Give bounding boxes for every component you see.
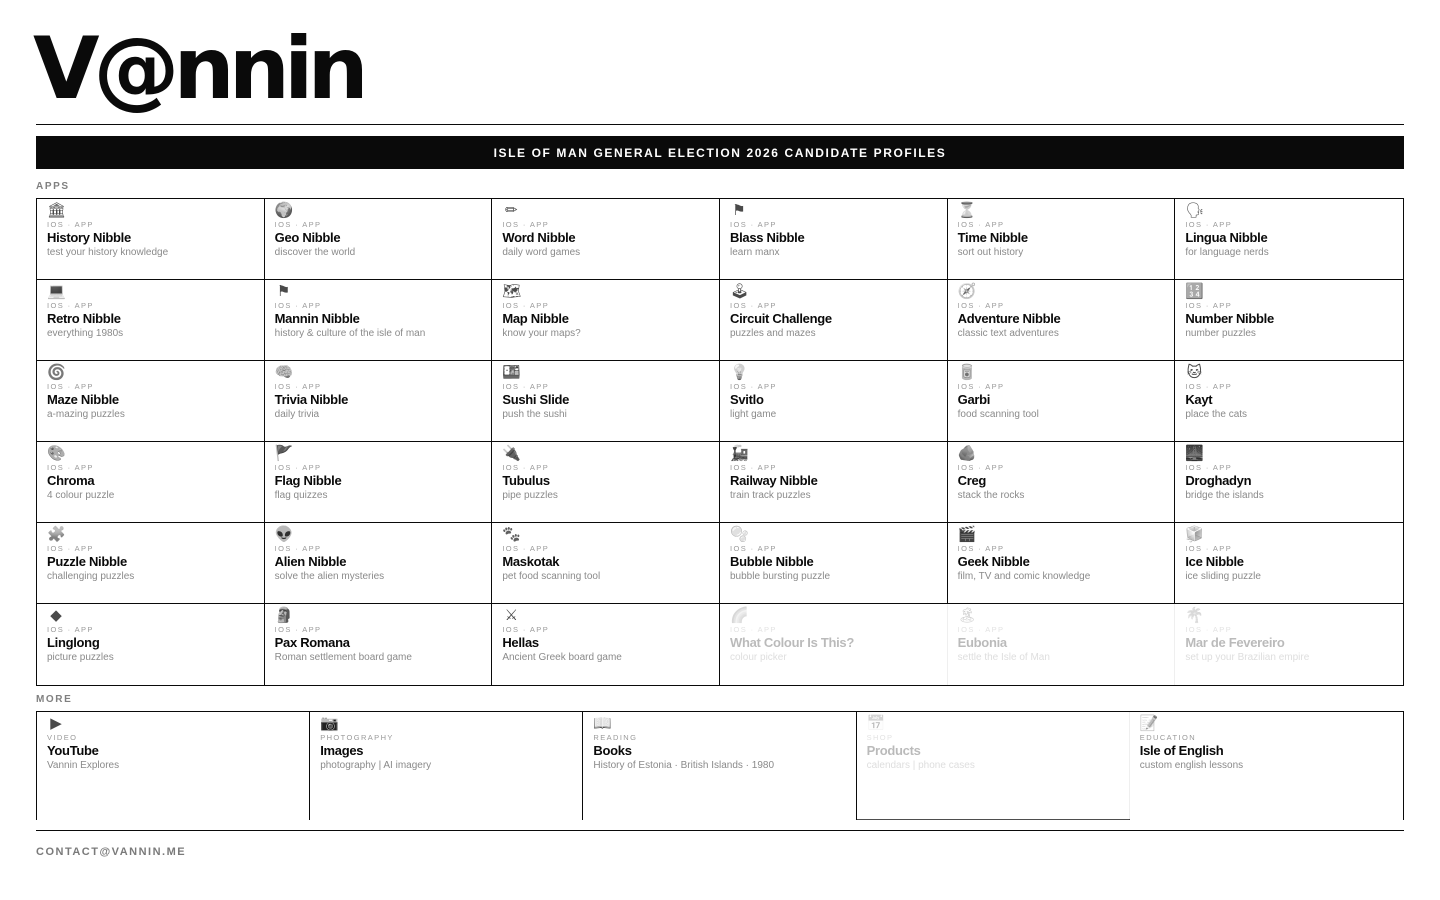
- tile-title: Maskotak: [502, 554, 560, 569]
- tile-kind-label: IOS · APP: [1185, 544, 1233, 553]
- laptop-icon: 💻: [47, 283, 66, 300]
- apps-section-label: APPS: [36, 181, 70, 192]
- more-tile-products[interactable]: [857, 712, 1130, 820]
- tile-description: learn manx: [730, 247, 780, 258]
- play-icon: ▶: [50, 715, 62, 732]
- tile-kind-label: IOS · APP: [47, 382, 94, 391]
- app-tile-maskotak[interactable]: [492, 523, 720, 604]
- plug-icon: 🔌: [502, 445, 522, 462]
- manx-flag-icon: ⚑: [276, 283, 291, 300]
- tile-description: puzzles and mazes: [730, 328, 816, 339]
- tile-description: bubble bursting puzzle: [730, 571, 831, 582]
- app-tile-sushi-slide[interactable]: [492, 361, 720, 442]
- app-tile-lingua-nibble[interactable]: [1175, 199, 1403, 280]
- tile-kind-label: IOS · APP: [502, 301, 550, 310]
- tile-title: Svitlo: [730, 392, 764, 407]
- tile-kind-label: IOS · APP: [502, 463, 550, 472]
- header-divider: [36, 124, 1404, 125]
- tile-description: Vannin Explores: [47, 760, 120, 771]
- tile-description: bridge the islands: [1185, 490, 1264, 501]
- lightbulb-icon: 💡: [730, 364, 749, 381]
- contact-email-link[interactable]: CONTACT@VANNIN.ME: [36, 846, 187, 858]
- tile-title: Eubonia: [957, 635, 1007, 650]
- tile-description: colour picker: [730, 652, 787, 663]
- app-tile-mar-de-fevereiro[interactable]: [1175, 604, 1403, 685]
- tile-description: film, TV and comic knowledge: [957, 571, 1091, 582]
- flag-icon: 🚩: [274, 445, 294, 462]
- app-tile-railway-nibble[interactable]: [720, 442, 948, 523]
- tile-title: Blass Nibble: [730, 230, 805, 245]
- alien-icon: 👽: [274, 526, 294, 543]
- more-tile-youtube[interactable]: [37, 712, 310, 820]
- app-tile-geo-nibble[interactable]: [265, 199, 493, 280]
- tile-title: Sushi Slide: [502, 392, 570, 407]
- site-logo[interactable]: V@nnin: [33, 19, 363, 119]
- tile-title: Mar de Fevereiro: [1185, 635, 1285, 650]
- app-tile-geek-nibble[interactable]: [948, 523, 1176, 604]
- hourglass-icon: ⏳: [957, 202, 977, 219]
- tile-description: Roman settlement board game: [274, 652, 412, 663]
- app-tile-eubonia[interactable]: [948, 604, 1176, 685]
- tile-description: light game: [730, 409, 777, 420]
- speaking-head-icon: 🗣: [1185, 202, 1205, 219]
- tile-title: What Colour Is This?: [730, 635, 854, 650]
- tile-title: Geek Nibble: [957, 554, 1030, 569]
- tile-description: custom english lessons: [1139, 760, 1244, 771]
- tile-kind-label: IOS · APP: [274, 463, 322, 472]
- more-grid: [36, 711, 1404, 820]
- app-tile-mannin-nibble[interactable]: [265, 280, 493, 361]
- tile-description: everything 1980s: [47, 328, 124, 339]
- tile-description: set up your Brazilian empire: [1185, 652, 1310, 663]
- app-tile-hellas[interactable]: [492, 604, 720, 685]
- more-tile-books[interactable]: [583, 712, 856, 820]
- app-tile-time-nibble[interactable]: [948, 199, 1176, 280]
- tile-kind-label: IOS · APP: [1185, 463, 1233, 472]
- tile-description: picture puzzles: [47, 652, 114, 663]
- diamond-icon: ◆: [50, 607, 62, 624]
- tile-kind-label: IOS · APP: [274, 544, 322, 553]
- map-icon: 🗺: [502, 283, 522, 300]
- tile-title: Word Nibble: [502, 230, 576, 245]
- more-tile-images[interactable]: [310, 712, 583, 820]
- tile-description: 4 colour puzzle: [47, 490, 115, 501]
- compass-icon: 🧭: [957, 283, 977, 300]
- tile-kind-label: IOS · APP: [502, 382, 550, 391]
- pencil-icon: ✏: [505, 202, 518, 219]
- tile-title: Flag Nibble: [274, 473, 342, 488]
- tile-kind-label: IOS · APP: [47, 220, 94, 229]
- app-tile-number-nibble[interactable]: [1175, 280, 1403, 361]
- tile-kind-label: IOS · APP: [1185, 220, 1233, 229]
- tile-description: solve the alien mysteries: [274, 571, 385, 582]
- tile-description: for language nerds: [1185, 247, 1269, 258]
- tile-kind-label: IOS · APP: [730, 382, 777, 391]
- tile-description: place the cats: [1185, 409, 1248, 420]
- tile-title: Chroma: [47, 473, 95, 488]
- tile-description: a-mazing puzzles: [47, 409, 125, 420]
- tile-kind-label: IOS · APP: [47, 544, 94, 553]
- calendar-icon: 📅: [866, 715, 886, 732]
- can-icon: 🥫: [957, 364, 977, 381]
- tile-kind-label: IOS · APP: [730, 301, 777, 310]
- app-tile-kayt[interactable]: [1175, 361, 1403, 442]
- tile-description: stack the rocks: [957, 490, 1025, 501]
- cat-icon: 🐱: [1186, 364, 1203, 381]
- tile-description: Ancient Greek board game: [502, 652, 622, 663]
- app-tile-droghadyn[interactable]: [1175, 442, 1403, 523]
- tile-title: Ice Nibble: [1185, 554, 1244, 569]
- tile-kind-label: IOS · APP: [957, 625, 1005, 634]
- museum-icon: 🏛: [47, 202, 67, 219]
- tile-kind-label: IOS · APP: [957, 220, 1005, 229]
- tile-title: YouTube: [47, 743, 99, 758]
- tile-description: History of Estonia · British Islands · 1980: [593, 760, 775, 771]
- tile-kind-label: EDUCATION: [1139, 733, 1197, 742]
- app-tile-svitlo[interactable]: [720, 361, 948, 442]
- island-icon: 🏝: [957, 607, 977, 624]
- tile-title: Kayt: [1185, 392, 1213, 407]
- app-tile-retro-nibble[interactable]: [37, 280, 265, 361]
- app-tile-tubulus[interactable]: [492, 442, 720, 523]
- tile-title: Number Nibble: [1185, 311, 1274, 326]
- tile-title: Retro Nibble: [47, 311, 121, 326]
- tile-description: ice sliding puzzle: [1185, 571, 1261, 582]
- apps-grid: [36, 198, 1404, 686]
- app-tile-trivia-nibble[interactable]: [265, 361, 493, 442]
- tile-kind-label: IOS · APP: [47, 463, 94, 472]
- tile-kind-label: IOS · APP: [1185, 301, 1233, 310]
- tile-kind-label: READING: [593, 733, 638, 742]
- tile-title: Geo Nibble: [274, 230, 341, 245]
- app-tile-bubble-nibble[interactable]: [720, 523, 948, 604]
- tile-kind-label: IOS · APP: [957, 544, 1005, 553]
- more-section-label: MORE: [36, 694, 73, 705]
- tile-kind-label: IOS · APP: [274, 625, 322, 634]
- book-icon: 📖: [593, 715, 613, 732]
- tile-title: Droghadyn: [1185, 473, 1252, 488]
- brain-icon: 🧠: [274, 364, 294, 381]
- train-icon: 🚂: [730, 445, 749, 462]
- election-banner-link[interactable]: ISLE OF MAN GENERAL ELECTION 2026 CANDIDATE PROFILES: [36, 136, 1404, 169]
- joystick-icon: 🕹: [730, 283, 750, 300]
- tile-title: Bubble Nibble: [730, 554, 814, 569]
- tile-kind-label: IOS · APP: [502, 625, 550, 634]
- app-tile-linglong[interactable]: [37, 604, 265, 685]
- tile-kind-label: IOS · APP: [1185, 382, 1233, 391]
- tile-kind-label: IOS · APP: [274, 301, 322, 310]
- tile-kind-label: IOS · APP: [274, 220, 322, 229]
- tile-description: history & culture of the isle of man: [274, 328, 426, 339]
- tile-title: Map Nibble: [502, 311, 569, 326]
- app-tile-adventure-nibble[interactable]: [948, 280, 1176, 361]
- app-tile-history-nibble[interactable]: [37, 199, 265, 280]
- tile-kind-label: IOS · APP: [1185, 625, 1233, 634]
- tile-title: Pax Romana: [274, 635, 350, 650]
- crossed-swords-icon: ⚔: [504, 607, 519, 624]
- tile-description: pipe puzzles: [502, 490, 558, 501]
- tile-title: Circuit Challenge: [730, 311, 832, 326]
- tile-title: Products: [866, 743, 921, 758]
- tile-title: Maze Nibble: [47, 392, 119, 407]
- spiral-icon: 🌀: [47, 364, 66, 381]
- tile-kind-label: IOS · APP: [957, 382, 1005, 391]
- memo-icon: 📝: [1139, 715, 1159, 732]
- tile-kind-label: IOS · APP: [730, 544, 777, 553]
- tile-title: Linglong: [47, 635, 100, 650]
- tile-description: flag quizzes: [274, 490, 328, 501]
- tile-kind-label: SHOP: [866, 733, 894, 742]
- footer-divider: [36, 830, 1404, 831]
- tile-kind-label: IOS · APP: [730, 463, 777, 472]
- tile-title: Garbi: [957, 392, 991, 407]
- tile-kind-label: IOS · APP: [274, 382, 322, 391]
- tile-description: number puzzles: [1185, 328, 1256, 339]
- bubbles-icon: 🫧: [730, 526, 749, 543]
- tile-title: Alien Nibble: [274, 554, 347, 569]
- app-tile-map-nibble[interactable]: [492, 280, 720, 361]
- tile-kind-label: IOS · APP: [502, 220, 550, 229]
- app-tile-flag-nibble[interactable]: [265, 442, 493, 523]
- tile-kind-label: IOS · APP: [47, 301, 94, 310]
- tile-description: know your maps?: [502, 328, 581, 339]
- tile-kind-label: IOS · APP: [730, 625, 777, 634]
- tile-title: History Nibble: [47, 230, 131, 245]
- app-tile-garbi[interactable]: [948, 361, 1176, 442]
- tile-title: Puzzle Nibble: [47, 554, 127, 569]
- tile-description: daily word games: [502, 247, 581, 258]
- app-tile-puzzle-nibble[interactable]: [37, 523, 265, 604]
- tile-title: Time Nibble: [957, 230, 1028, 245]
- app-tile-ice-nibble[interactable]: [1175, 523, 1403, 604]
- rainbow-icon: 🌈: [730, 607, 749, 624]
- tile-title: Mannin Nibble: [274, 311, 360, 326]
- app-tile-what-colour-is-this[interactable]: [720, 604, 948, 685]
- app-tile-chroma[interactable]: [37, 442, 265, 523]
- tile-title: Tubulus: [502, 473, 550, 488]
- tile-title: Trivia Nibble: [274, 392, 349, 407]
- app-tile-word-nibble[interactable]: [492, 199, 720, 280]
- tile-title: Creg: [957, 473, 987, 488]
- tile-description: pet food scanning tool: [502, 571, 601, 582]
- tile-description: classic text adventures: [957, 328, 1059, 339]
- rock-icon: 🪨: [957, 445, 977, 462]
- more-tile-isle-of-english[interactable]: [1130, 712, 1403, 820]
- app-tile-alien-nibble[interactable]: [265, 523, 493, 604]
- tile-title: Isle of English: [1139, 743, 1224, 758]
- tile-description: test your history knowledge: [47, 247, 169, 258]
- camera-icon: 📷: [320, 715, 339, 732]
- tile-description: challenging puzzles: [47, 571, 135, 582]
- tile-description: push the sushi: [502, 409, 567, 420]
- bridge-icon: 🌉: [1185, 445, 1205, 462]
- tile-description: settle the Isle of Man: [957, 652, 1050, 663]
- app-tile-creg[interactable]: [948, 442, 1176, 523]
- tile-kind-label: IOS · APP: [957, 301, 1005, 310]
- tile-kind-label: IOS · APP: [957, 463, 1005, 472]
- tile-description: daily trivia: [274, 409, 320, 420]
- helmet-icon: 🗿: [274, 607, 294, 624]
- app-tile-circuit-challenge[interactable]: [720, 280, 948, 361]
- globe-icon: 🌍: [274, 202, 294, 219]
- bento-icon: 🍱: [502, 364, 522, 381]
- tile-kind-label: IOS · APP: [47, 625, 94, 634]
- tile-kind-label: IOS · APP: [730, 220, 777, 229]
- tile-kind-label: IOS · APP: [502, 544, 550, 553]
- tile-title: Books: [593, 743, 632, 758]
- tile-description: discover the world: [274, 247, 356, 258]
- tile-description: calendars | phone cases: [866, 760, 975, 771]
- tile-description: sort out history: [957, 247, 1024, 258]
- app-tile-pax-romana[interactable]: [265, 604, 493, 685]
- tile-title: Railway Nibble: [730, 473, 818, 488]
- tile-kind-label: VIDEO: [47, 733, 78, 742]
- tile-kind-label: PHOTOGRAPHY: [320, 733, 394, 742]
- tile-title: Lingua Nibble: [1185, 230, 1268, 245]
- tile-title: Adventure Nibble: [957, 311, 1061, 326]
- clapper-board-icon: 🎬: [957, 526, 977, 543]
- app-tile-blass-nibble[interactable]: [720, 199, 948, 280]
- tile-description: food scanning tool: [957, 409, 1039, 420]
- tile-description: train track puzzles: [730, 490, 811, 501]
- tile-title: Images: [320, 743, 364, 758]
- tile-description: photography | AI imagery: [320, 760, 432, 771]
- ice-cube-icon: 🧊: [1185, 526, 1205, 543]
- numbers-icon: 🔢: [1185, 283, 1205, 300]
- palette-icon: 🎨: [47, 445, 66, 462]
- paw-prints-icon: 🐾: [502, 526, 522, 543]
- app-tile-maze-nibble[interactable]: [37, 361, 265, 442]
- manx-flag-icon: ⚑: [732, 202, 746, 219]
- puzzle-piece-icon: 🧩: [47, 526, 66, 543]
- tile-title: Hellas: [502, 635, 539, 650]
- palm-tree-icon: 🌴: [1185, 607, 1205, 624]
